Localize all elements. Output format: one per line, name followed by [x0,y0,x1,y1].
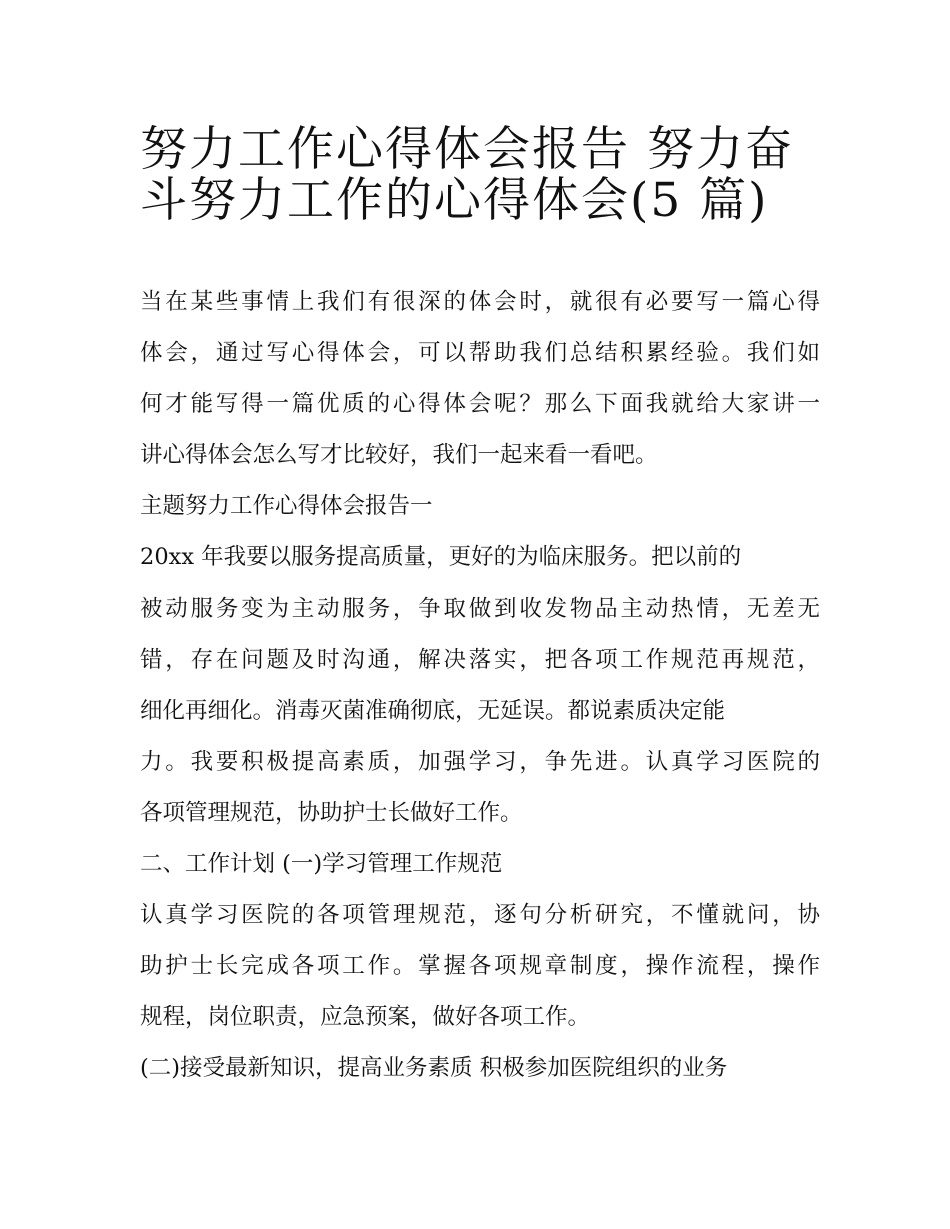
paragraph-line: 各项管理规范，协助护士长做好工作。 [140,799,523,826]
document-title [140,112,830,229]
paragraph-line: 20xx 年我要以服务提高质量，更好的为临床服务。把以前的 [140,544,742,571]
paragraph-line: 认真学习医院的各项管理规范，逐句分析研究，不懂就问，协 [140,902,820,929]
paragraph-line: 错，存在问题及时沟通，解决落实，把各项工作规范再规范， [140,646,820,673]
paragraph-line: 助护士长完成各项工作。掌握各项规章制度，操作流程，操作 [140,953,820,980]
title-line: 努力工作心得体会报告 努力奋 [140,122,794,177]
paragraph-line: 何才能写得一篇优质的心得体会呢？那么下面我就给大家讲一 [140,391,820,418]
paragraph-line: 体会，通过写心得体会，可以帮助我们总结积累经验。我们如 [140,340,820,367]
paragraph-line: 当在某些事情上我们有很深的体会时，就很有必要写一篇心得 [140,289,820,315]
section-heading: 主题努力工作心得体会报告一 [140,493,433,520]
paragraph-line: (二)接受最新知识，提高业务素质 积极参加医院组织的业务 [140,1055,728,1082]
paragraph-line: 被动服务变为主动服务，争取做到收发物品主动热情，无差无 [140,595,820,622]
section-heading: 二、工作计划 (一)学习管理工作规范 [140,851,503,878]
paragraph-line: 力。我要积极提高素质，加强学习，争先进。认真学习医院的 [140,748,820,775]
paragraph-line: 细化再细化。消毒灭菌准确彻底，无延误。都说素质决定能 [140,697,726,724]
document-body [140,277,820,1095]
paragraph-line: 规程，岗位职责，应急预案，做好各项工作。 [140,1004,591,1031]
paragraph-line: 讲心得体会怎么写才比较好，我们一起来看一看吧。 [140,442,658,469]
title-line: 斗努力工作的心得体会(5 篇) [140,173,769,229]
